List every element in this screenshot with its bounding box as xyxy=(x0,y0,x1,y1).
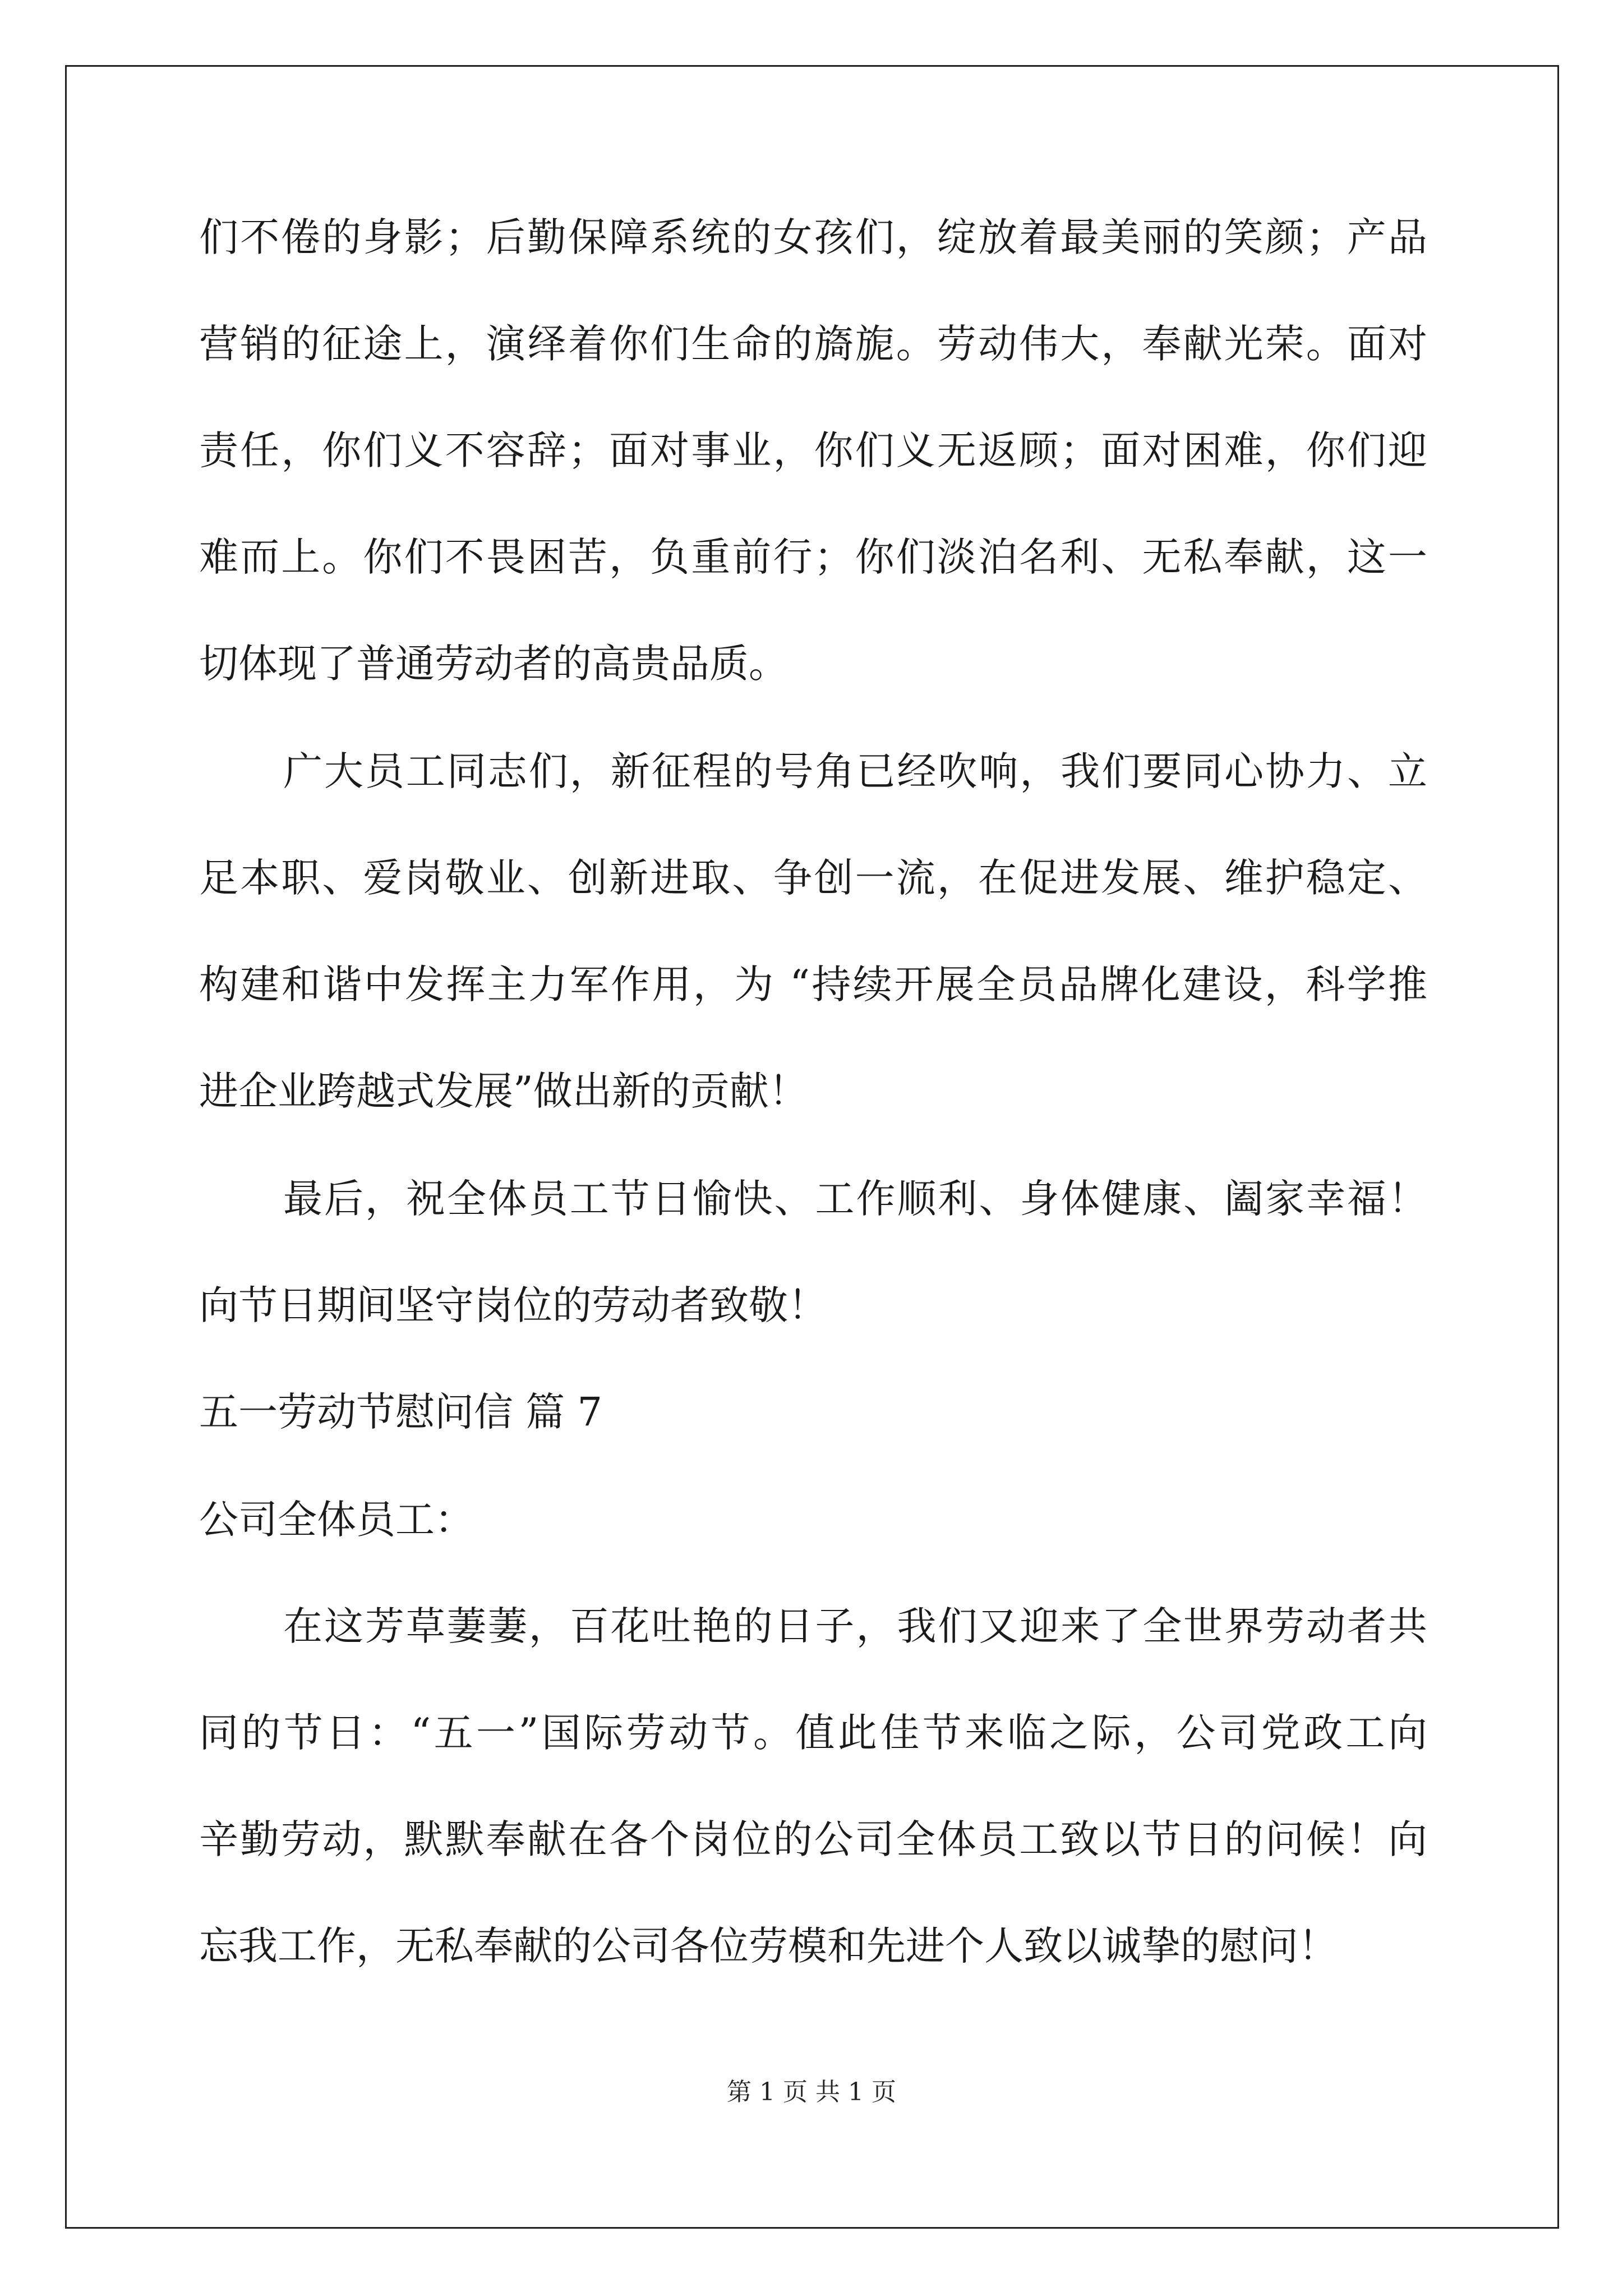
paragraph-line: 责任，你们义不容辞；面对事业，你们义无返顾；面对困难，你们迎 xyxy=(199,427,1427,473)
paragraph-line: 切体现了普通劳动者的高贵品质。 xyxy=(199,641,788,687)
paragraph-line: 忘我工作，无私奉献的公司各位劳模和先进个人致以诚挚的慰问！ xyxy=(199,1923,1338,1969)
paragraph-line: 们不倦的身影；后勤保障系统的女孩们，绽放着最美丽的笑颜；产品 xyxy=(199,214,1427,260)
paragraph-line: 难而上。你们不畏困苦，负重前行；你们淡泊名利、无私奉献，这一 xyxy=(199,534,1427,580)
paragraph-line: 营销的征途上，演绎着你们生命的旖旎。劳动伟大，奉献光荣。面对 xyxy=(199,321,1427,367)
paragraph-line: 同的节日：“五一”国际劳动节。值此佳节来临之际，公司党政工向 xyxy=(199,1710,1427,1756)
paragraph-line: 最后，祝全体员工节日愉快、工作顺利、身体健康、阖家幸福！ xyxy=(283,1176,1427,1222)
paragraph-line: 构建和谐中发挥主力军作用，为 “持续开展全员品牌化建设，科学推 xyxy=(199,961,1427,1007)
page-number: 第 1 页 共 1 页 xyxy=(727,2078,896,2106)
salutation: 公司全体员工： xyxy=(199,1497,474,1543)
paragraph-line: 足本职、爱岗敬业、创新进取、争创一流，在促进发展、维护稳定、 xyxy=(199,855,1427,901)
paragraph-line: 进企业跨越式发展”做出新的贡献！ xyxy=(199,1068,808,1114)
paragraph-line: 向节日期间坚守岗位的劳动者致敬！ xyxy=(199,1282,827,1328)
paragraph-line: 广大员工同志们，新征程的号角已经吹响，我们要同心协力、立 xyxy=(283,748,1427,794)
page-border xyxy=(65,65,1559,2229)
paragraph-line: 辛勤劳动，默默奉献在各个岗位的公司全体员工致以节日的问候！向 xyxy=(199,1816,1427,1862)
paragraph-line: 在这芳草萋萋，百花吐艳的日子，我们又迎来了全世界劳动者共 xyxy=(283,1603,1427,1649)
section-heading: 五一劳动节慰问信 篇 7 xyxy=(199,1389,603,1435)
